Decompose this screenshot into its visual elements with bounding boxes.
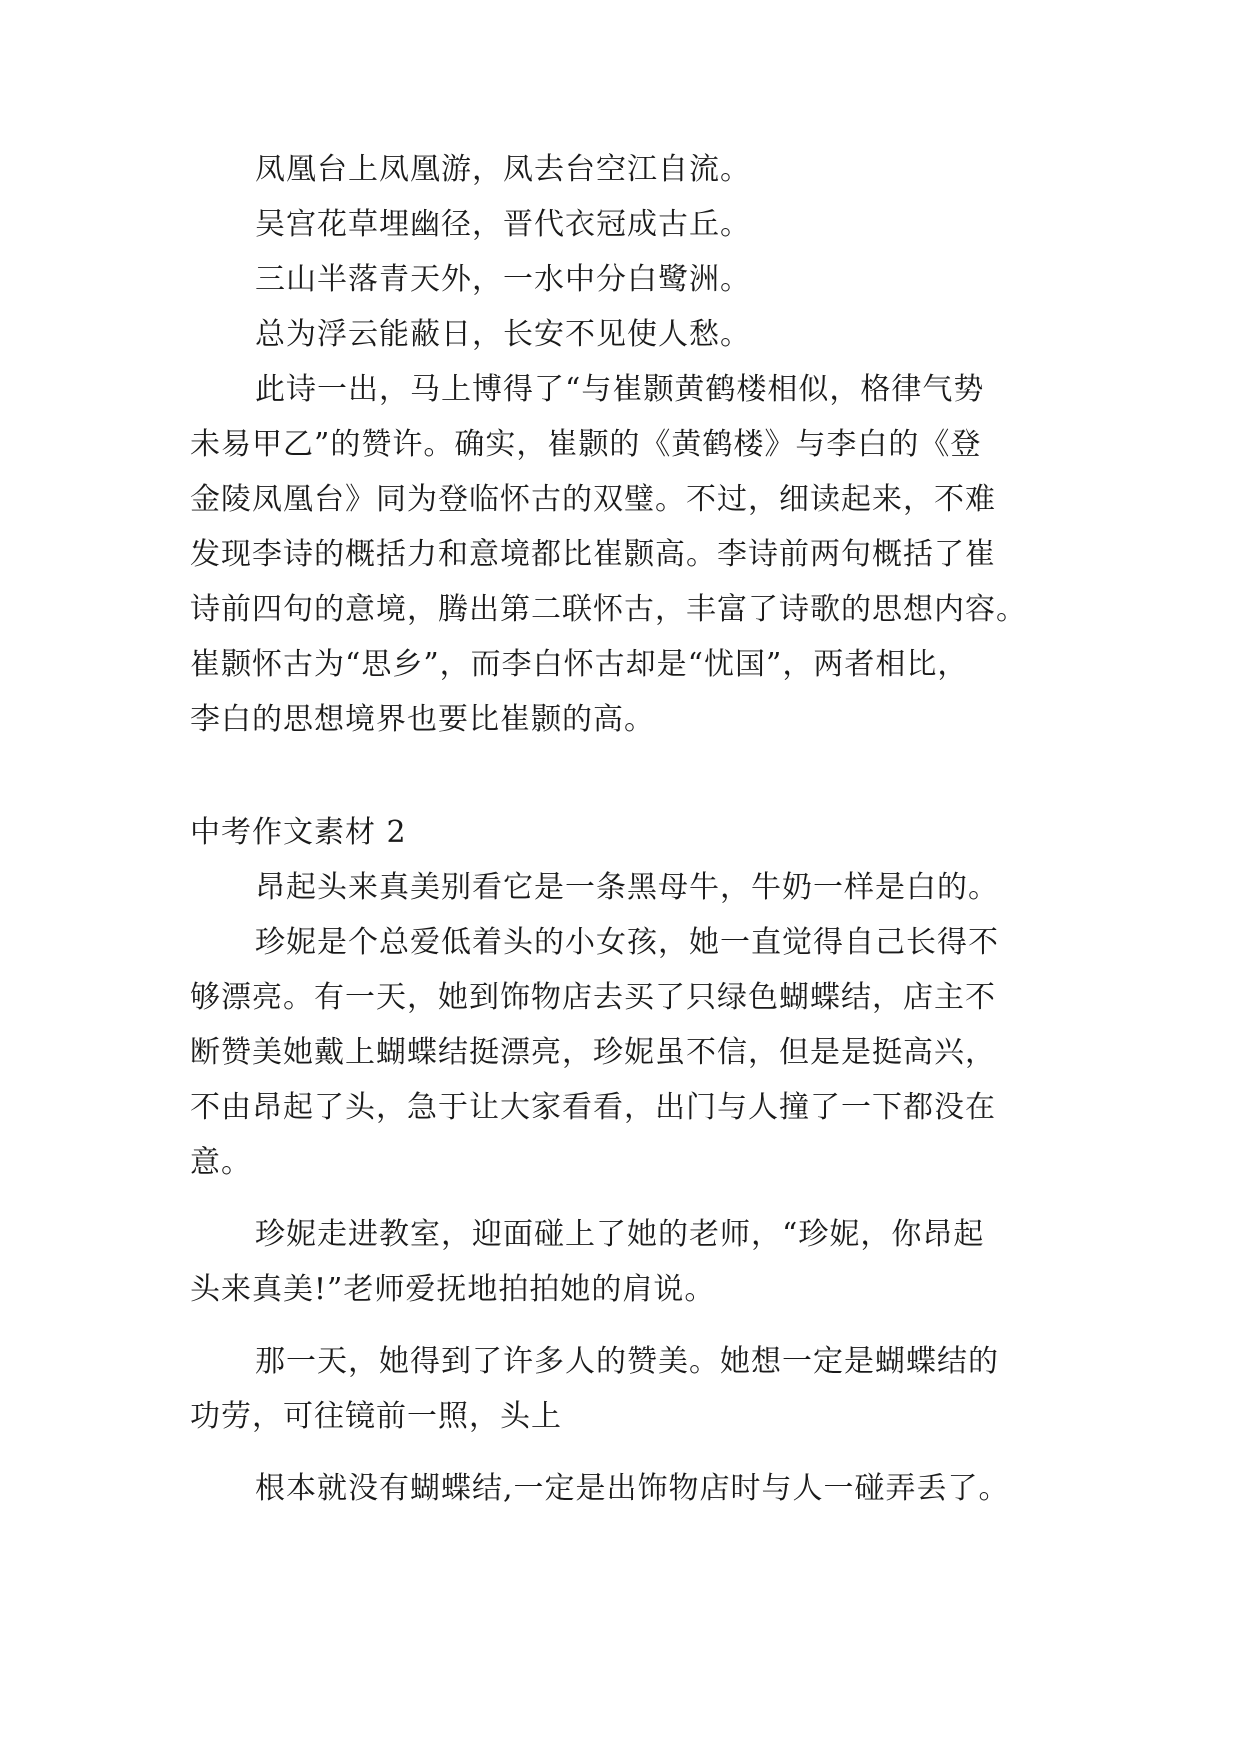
commentary-line: 崔颢怀古为“思乡”，而李白怀古却是“忧国”，两者相比， <box>190 647 969 682</box>
story-line: 根本就没有蝴蝶结,一定是出饰物店时与人一碰弄丢了。 <box>255 1471 1010 1506</box>
story-line: 功劳，可往镜前一照，头上 <box>190 1399 562 1434</box>
story-line: 够漂亮。有一天，她到饰物店去买了只绿色蝴蝶结，店主不 <box>190 980 996 1015</box>
commentary-line: 李白的思想境界也要比崔颢的高。 <box>190 702 655 737</box>
commentary-line: 诗前四句的意境，腾出第二联怀古，丰富了诗歌的思想内容。 <box>190 592 1027 627</box>
story-line: 断赞美她戴上蝴蝶结挺漂亮，珍妮虽不信，但是是挺高兴， <box>190 1035 996 1070</box>
poem-line: 总为浮云能蔽日，长安不见使人愁。 <box>255 317 751 352</box>
story-line: 意。 <box>190 1145 252 1180</box>
commentary-line: 发现李诗的概括力和意境都比崔颢高。李诗前两句概括了崔 <box>190 537 996 572</box>
story-line: 不由昂起了头，急于让大家看看，出门与人撞了一下都没在 <box>190 1090 996 1125</box>
poem-line: 凤凰台上凤凰游，凤去台空江自流。 <box>255 152 751 187</box>
story-line: 头来真美!”老师爱抚地拍拍她的肩说。 <box>190 1272 716 1307</box>
story-line: 昂起头来真美别看它是一条黑母牛，牛奶一样是白的。 <box>255 870 999 905</box>
section-title: 中考作文素材 2 <box>190 815 407 850</box>
commentary-line: 此诗一出，马上博得了“与崔颢黄鹤楼相似，格律气势 <box>255 372 985 407</box>
story-line: 珍妮是个总爱低着头的小女孩，她一直觉得自己长得不 <box>255 925 999 960</box>
commentary-line: 未易甲乙”的赞许。确实，崔颢的《黄鹤楼》与李白的《登 <box>190 427 982 462</box>
story-line: 珍妮走进教室，迎面碰上了她的老师，“珍妮，你昂起 <box>255 1217 985 1252</box>
commentary-line: 金陵凤凰台》同为登临怀古的双璧。不过，细读起来，不难 <box>190 482 996 517</box>
poem-line: 吴宫花草埋幽径，晋代衣冠成古丘。 <box>255 207 751 242</box>
poem-line: 三山半落青天外，一水中分白鹭洲。 <box>255 262 751 297</box>
story-line: 那一天，她得到了许多人的赞美。她想一定是蝴蝶结的 <box>255 1344 999 1379</box>
